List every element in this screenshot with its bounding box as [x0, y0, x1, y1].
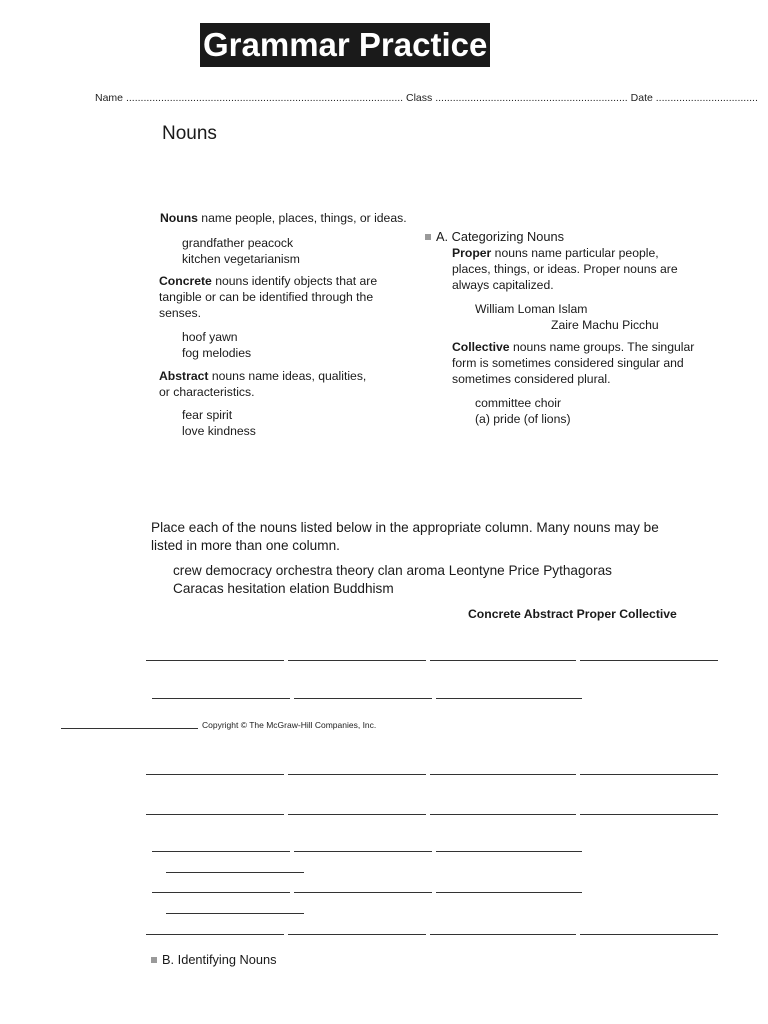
collective-definition — [452, 339, 697, 387]
collective-example-1: committee choir — [475, 396, 562, 410]
answer-line[interactable] — [146, 814, 284, 815]
name-dots: ............................................................................................... — [125, 92, 404, 104]
name-label: Name — [95, 92, 124, 104]
answer-line[interactable] — [288, 774, 426, 775]
proper-def-text: nouns name particular people, places, things, or ideas. Proper nouns are always capitalized. — [452, 246, 678, 292]
nouns-example-2: kitchen vegetarianism — [182, 252, 300, 266]
answer-line[interactable] — [294, 851, 432, 852]
bullet-square-icon — [151, 957, 157, 963]
answer-line[interactable] — [166, 872, 304, 873]
proper-definition — [452, 245, 697, 293]
abstract-example-1: fear spirit — [182, 408, 233, 422]
section-heading: Nouns — [162, 123, 217, 144]
concrete-def-text: nouns identify objects that are tangible or can be identified through the senses. — [159, 274, 378, 320]
answer-line[interactable] — [436, 851, 582, 852]
answer-line[interactable] — [152, 698, 290, 699]
abstract-definition-cont: or characteristics. — [159, 385, 255, 399]
word-list — [173, 562, 612, 598]
answer-line[interactable] — [580, 934, 718, 935]
concrete-term: Concrete — [159, 274, 212, 288]
instructions: Place each of the nouns listed below in the appropriate column. Many nouns may be listed in more than one column. — [151, 520, 659, 553]
answer-line[interactable] — [580, 814, 718, 815]
word-list-line-1: crew democracy orchestra theory clan aroma Leontyne Price Pythagoras — [173, 563, 612, 578]
proper-example-1: William Loman Islam — [475, 302, 588, 316]
nouns-term: Nouns — [160, 211, 198, 225]
date-dots: ................................... — [655, 92, 758, 104]
answer-line[interactable] — [288, 814, 426, 815]
abstract-term: Abstract — [159, 369, 209, 383]
class-dots: .................................................................. — [435, 92, 628, 104]
answer-line[interactable] — [166, 913, 304, 914]
collective-example-2: (a) pride (of lions) — [475, 412, 571, 426]
name-field[interactable] — [95, 92, 758, 104]
copyright-notice: Copyright © The McGraw-Hill Companies, Inc. — [202, 720, 377, 730]
answer-line[interactable] — [294, 698, 432, 699]
answer-line[interactable] — [430, 774, 576, 775]
date-label: Date — [630, 92, 653, 104]
answer-line[interactable] — [152, 851, 290, 852]
concrete-example-1: hoof yawn — [182, 330, 238, 344]
section-b-heading — [151, 952, 277, 967]
class-label: Class — [406, 92, 433, 104]
word-list-line-2: Caracas hesitation elation Buddhism — [173, 581, 394, 596]
answer-line[interactable] — [146, 774, 284, 775]
concrete-definition — [159, 273, 399, 321]
nouns-definition — [160, 210, 407, 226]
proper-example-2: Zaire Machu Picchu — [551, 318, 659, 332]
abstract-definition — [159, 368, 366, 384]
nouns-def-text: name people, places, things, or ideas. — [197, 211, 407, 225]
bullet-square-icon — [425, 234, 431, 240]
section-b-label: B. Identifying Nouns — [162, 952, 277, 967]
answer-line[interactable] — [146, 934, 284, 935]
answer-line[interactable] — [436, 698, 582, 699]
proper-term: Proper — [452, 246, 492, 260]
section-a-heading — [425, 229, 564, 244]
page-title: Grammar Practice — [200, 23, 490, 67]
answer-line[interactable] — [430, 814, 576, 815]
answer-line[interactable] — [146, 660, 284, 661]
copyright-rule — [61, 728, 198, 729]
answer-line[interactable] — [288, 660, 426, 661]
answer-line[interactable] — [152, 892, 290, 893]
answer-line[interactable] — [294, 892, 432, 893]
collective-def-text: nouns name groups. The singular form is sometimes considered singular and sometimes considered plural. — [452, 340, 695, 386]
abstract-def-text: nouns name ideas, qualities, — [208, 369, 367, 383]
collective-term: Collective — [452, 340, 510, 354]
section-a-label: A. Categorizing Nouns — [436, 229, 565, 244]
answer-line[interactable] — [430, 660, 576, 661]
answer-line[interactable] — [430, 934, 576, 935]
answer-line[interactable] — [580, 660, 718, 661]
abstract-example-2: love kindness — [182, 424, 256, 438]
concrete-example-2: fog melodies — [182, 346, 252, 360]
answer-line[interactable] — [580, 774, 718, 775]
column-headers: Concrete Abstract Proper Collective — [468, 607, 677, 621]
nouns-example-1: grandfather peacock — [182, 236, 294, 250]
answer-line[interactable] — [288, 934, 426, 935]
answer-line[interactable] — [436, 892, 582, 893]
